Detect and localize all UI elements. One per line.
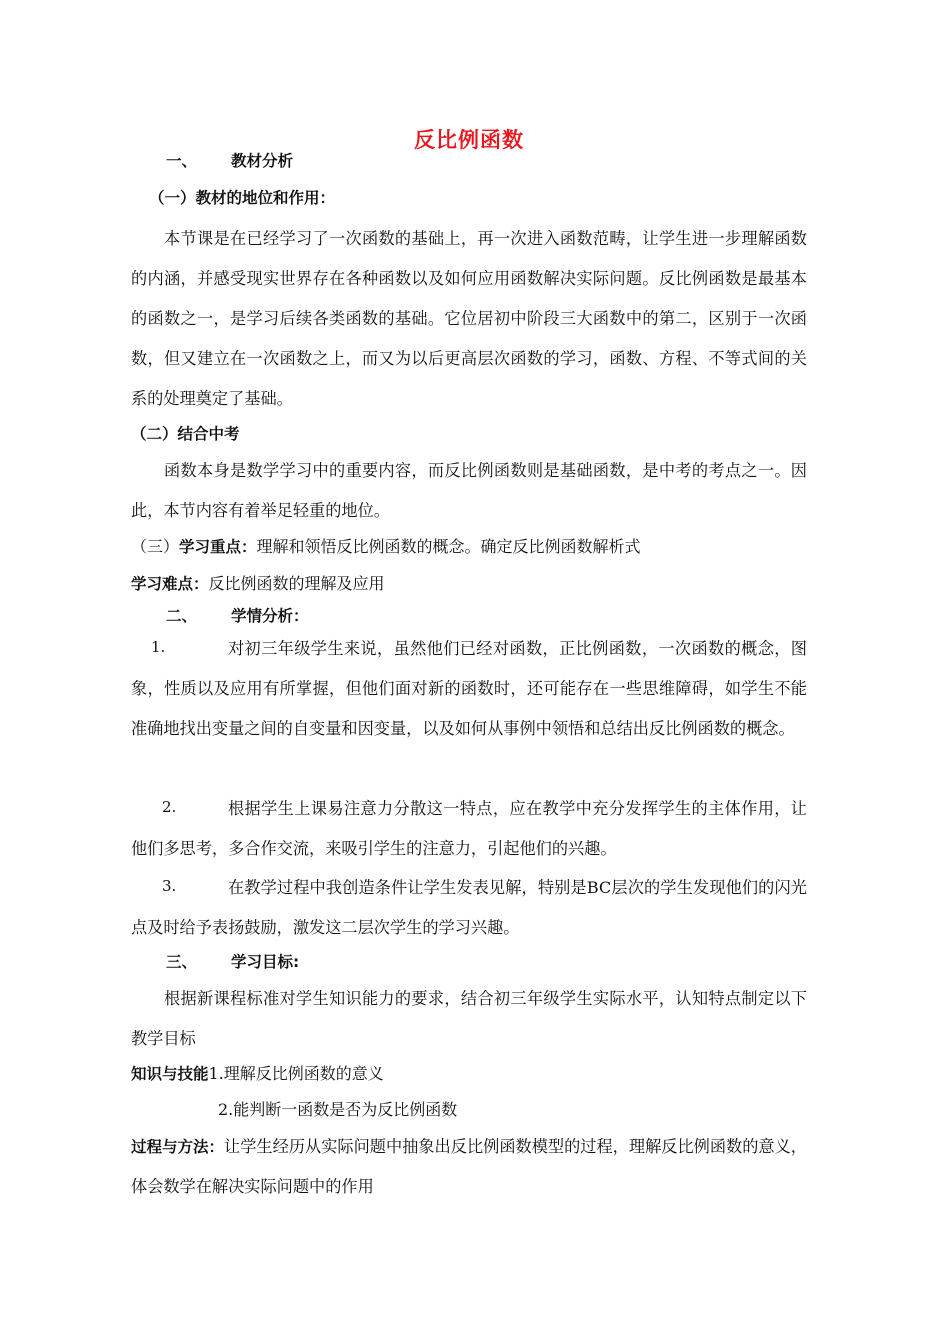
knowledge-label: 知识与技能 <box>131 1065 209 1083</box>
knowledge-item1: 1.理解反比例函数的意义 <box>208 1064 384 1083</box>
section3-paragraph: 根据新课程标准对学生知识能力的要求，结合初三年级学生实际水平，认知特点制定以下教学目标 <box>131 989 807 1048</box>
knowledge-item2: 2.能判断一函数是否为反比例函数 <box>218 1100 458 1119</box>
section1-number: 一、 <box>166 152 198 170</box>
item3-number: 3. <box>162 877 177 895</box>
sub2-heading: （二）结合中考 <box>131 425 240 443</box>
sub2-paragraph: 函数本身是数学学习中的重要内容，而反比例函数则是基础函数，是中考的考点之一。因此，本节内容有着举足轻重的地位。 <box>131 461 807 520</box>
sub3-label: 学习重点： <box>179 538 257 556</box>
section2-heading: 学情分析： <box>231 607 309 625</box>
sub1-heading: （一）教材的地位和作用： <box>149 189 336 207</box>
sub1-paragraph: 本节课是在已经学习了一次函数的基础上，再一次进入函数范畴，让学生进一步理解函数的内涵，并感受现实世界存在各种函数以及如何应用函数解决实际问题。反比例函数是最基本的函数之一，是学习后续各类函数的基础。它位居初中阶段三大函数中的第二，区别于一次函数，但又建立在一次函数之上，而又为以后更高层次函数的学习，函数、方程、不等式间的关系的处理奠定了基础。 <box>131 229 807 408</box>
difficulty-label: 学习难点： <box>131 575 209 593</box>
sub3-text: 理解和领悟反比例函数的概念。确定反比例函数解析式 <box>256 537 641 556</box>
section2-number: 二、 <box>166 607 198 625</box>
difficulty-line <box>131 573 385 595</box>
knowledge-line <box>131 1063 384 1085</box>
process-paragraph <box>131 1127 807 1207</box>
sub3-line <box>131 536 641 558</box>
item2-number: 2. <box>162 798 177 816</box>
section3-number: 三、 <box>166 953 198 971</box>
process-text: 让学生经历从实际问题中抽象出反比例函数模型的过程，理解反比例函数的意义，体会数学在解决实际问题中的作用 <box>131 1137 807 1196</box>
section1-heading: 教材分析 <box>231 152 294 170</box>
sub3-prefix: （三） <box>131 537 180 556</box>
section3-heading: 学习目标: <box>231 953 300 971</box>
process-label: 过程与方法： <box>131 1138 225 1156</box>
difficulty-text: 反比例函数的理解及应用 <box>208 574 385 593</box>
item1-number: 1. <box>151 638 166 656</box>
item1-text: 对初三年级学生来说，虽然他们已经对函数，正比例函数，一次函数的概念，图象，性质以及应用有所掌握，但他们面对新的函数时，还可能存在一些思维障碍，如学生不能准确地找出变量之间的自变量和因变量，以及如何从事例中领悟和总结出反比例函数的概念。 <box>131 639 807 738</box>
item2-text: 根据学生上课易注意力分散这一特点，应在教学中充分发挥学生的主体作用，让他们多思考，多合作交流，来吸引学生的注意力，引起他们的兴趣。 <box>131 799 807 858</box>
item3-text: 在教学过程中我创造条件让学生发表见解，特别是BC层次的学生发现他们的闪光点及时给予表扬鼓励，激发这二层次学生的学习兴趣。 <box>131 878 807 937</box>
page-title: 反比例函数 <box>414 128 524 152</box>
